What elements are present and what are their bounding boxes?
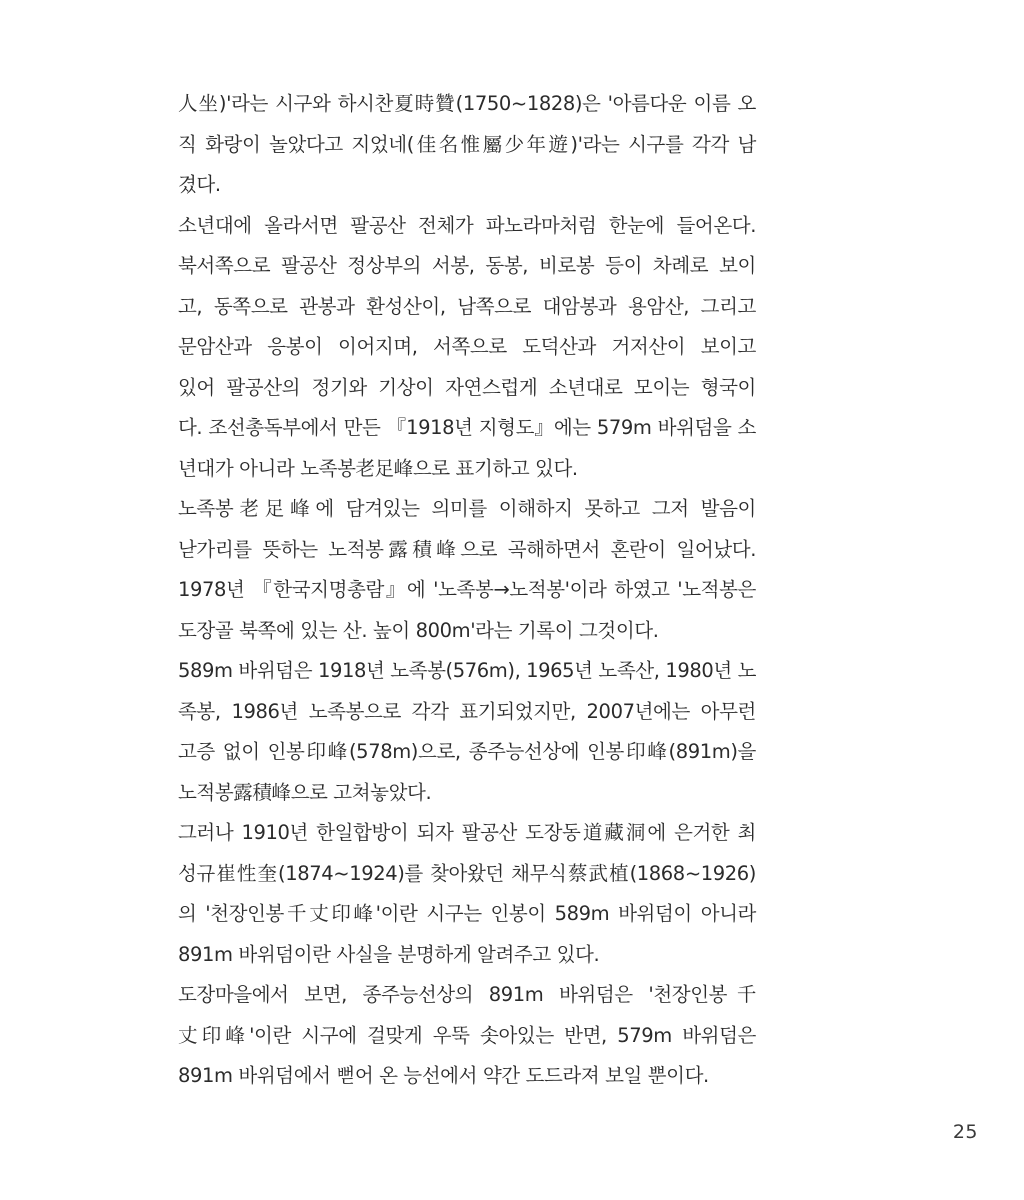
body-text bbox=[178, 84, 756, 1097]
text-line-4: 소년대에 올라서면 팔공산 전체가 파노라마처럼 한눈에 들어온다. bbox=[178, 213, 756, 237]
text-line-18: 노적봉露積峰으로 고쳐놓았다. bbox=[178, 780, 432, 804]
text-line-16: 족봉, 1986년 노족봉으로 각각 표기되었지만, 2007년에는 아무런 bbox=[178, 699, 756, 723]
page-number: 25 bbox=[952, 1121, 978, 1143]
text-line-22: 891m 바위덤이란 사실을 분명하게 알려주고 있다. bbox=[178, 942, 600, 966]
text-line-9: 다. 조선총독부에서 만든 『1918년 지형도』에는 579m 바위덤을 소 bbox=[178, 416, 756, 439]
text-line-24: 丈印峰'이란 시구에 걸맞게 우뚝 솟아있는 반면, 579m 바위덤은 bbox=[178, 1023, 756, 1047]
text-line-15: 589m 바위덤은 1918년 노족봉(576m), 1965년 노족산, 1980년 노 bbox=[178, 659, 757, 682]
text-line-13: 1978년 『한국지명총람』에 '노족봉→노적봉'이라 하였고 '노적봉은 bbox=[178, 578, 756, 601]
text-line-3: 겼다. bbox=[178, 173, 221, 196]
text-line-21: 의 '천장인봉千丈印峰'이란 시구는 인봉이 589m 바위덤이 아니라 bbox=[178, 902, 756, 925]
text-line-5: 북서쪽으로 팔공산 정상부의 서봉, 동봉, 비로봉 등이 차례로 보이 bbox=[178, 254, 756, 277]
text-line-10: 년대가 아니라 노족봉老足峰으로 표기하고 있다. bbox=[178, 456, 578, 480]
text-line-2: 직 화랑이 놀았다고 지었네(佳名惟屬少年遊)'라는 시구를 각각 남 bbox=[178, 132, 756, 156]
text-line-1: 人坐)'라는 시구와 하시찬夏時贊(1750~1828)은 '아름다운 이름 오 bbox=[178, 92, 756, 115]
text-line-11: 노족봉老足峰에 담겨있는 의미를 이해하지 못하고 그저 발음이 bbox=[178, 497, 756, 520]
text-line-12: 낟가리를 뜻하는 노적봉露積峰으로 곡해하면서 혼란이 일어났다. bbox=[178, 537, 756, 561]
text-line-14: 도장골 북쪽에 있는 산. 높이 800m'라는 기록이 그것이다. bbox=[178, 618, 659, 642]
text-line-20: 성규崔性奎(1874~1924)를 찾아왔던 채무식蔡武植(1868~1926) bbox=[178, 861, 756, 885]
text-line-19: 그러나 1910년 한일합방이 되자 팔공산 도장동道藏洞에 은거한 최 bbox=[178, 821, 756, 844]
text-line-25: 891m 바위덤에서 뻗어 온 능선에서 약간 도드라져 보일 뿐이다. bbox=[178, 1064, 709, 1087]
text-line-17: 고증 없이 인봉印峰(578m)으로, 종주능선상에 인봉印峰(891m)을 bbox=[178, 740, 756, 763]
text-line-23: 도장마을에서 보면, 종주능선상의 891m 바위덤은 '천장인봉千 bbox=[178, 983, 756, 1006]
text-line-8: 있어 팔공산의 정기와 기상이 자연스럽게 소년대로 모이는 형국이 bbox=[178, 375, 756, 399]
text-line-7: 문암산과 응봉이 이어지며, 서쪽으로 도덕산과 거저산이 보이고 bbox=[178, 335, 756, 358]
text-line-6: 고, 동쪽으로 관봉과 환성산이, 남쪽으로 대암봉과 용암산, 그리고 bbox=[178, 294, 756, 318]
